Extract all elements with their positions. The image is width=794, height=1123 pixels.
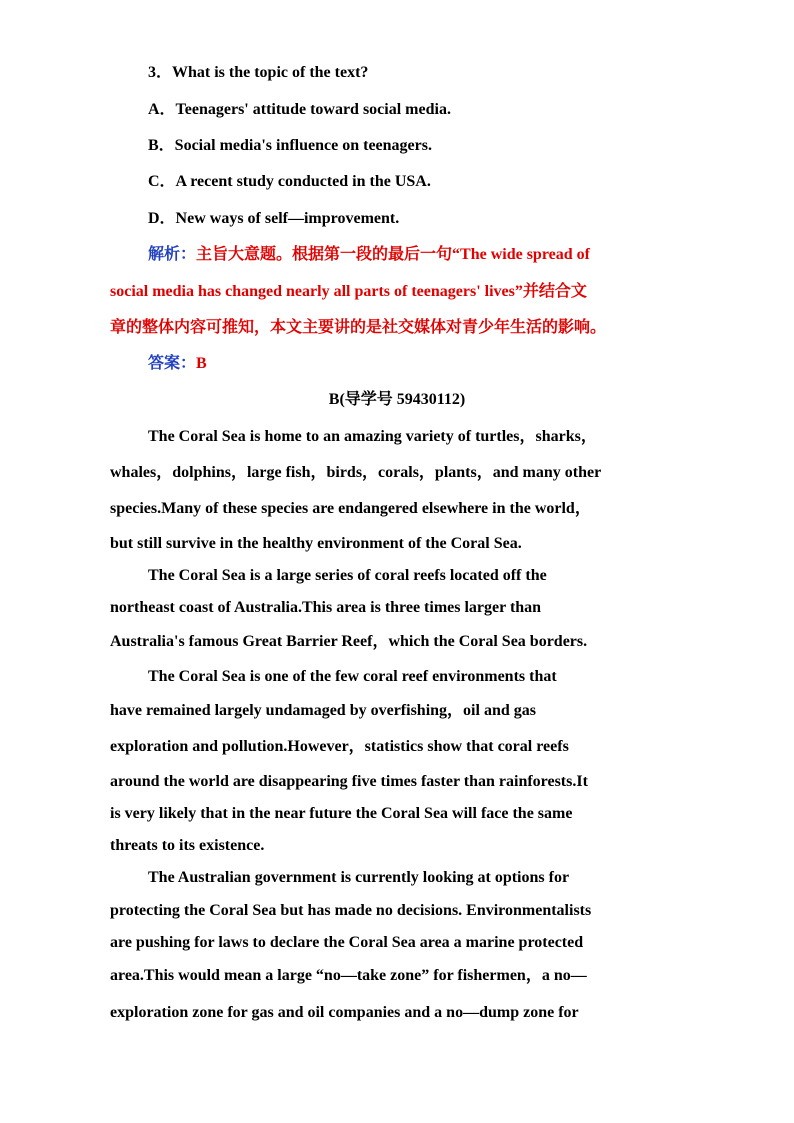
passage-line: have remained largely undamaged by overfishing，oil and gas <box>110 702 536 719</box>
passage-line: exploration and pollution.However，statistics show that coral reefs <box>110 738 569 755</box>
passage-line: The Coral Sea is home to an amazing variety of turtles，sharks， <box>148 428 597 445</box>
option-c: C．A recent study conducted in the USA. <box>148 173 431 190</box>
option-d: D．New ways of self—improvement. <box>148 210 400 227</box>
option-b: B．Social media's influence on teenagers. <box>148 137 432 154</box>
section-heading: B(导学号 59430112) <box>328 391 466 408</box>
answer-line <box>148 354 207 374</box>
analysis-line-1 <box>148 245 590 265</box>
passage-line: Australia's famous Great Barrier Reef，which the Coral Sea borders. <box>110 633 588 650</box>
passage-line: is very likely that in the near future the Coral Sea will face the same <box>110 805 573 822</box>
passage-line: northeast coast of Australia.This area is three times larger than <box>110 599 542 616</box>
option-a: A．Teenagers' attitude toward social media. <box>148 101 451 118</box>
passage-line: protecting the Coral Sea but has made no decisions. Environmentalists <box>110 902 592 919</box>
analysis-line-2: social media has changed nearly all parts of teenagers' lives”并结合文 <box>110 283 587 300</box>
answer-label: 答案： <box>148 355 197 372</box>
passage-line: threats to its existence. <box>110 837 265 854</box>
passage-line: species.Many of these species are endangered elsewhere in the world， <box>110 500 591 517</box>
passage-line: The Coral Sea is a large series of coral reefs located off the <box>148 567 547 584</box>
passage-line: area.This would mean a large “no—take zone” for fishermen，a no— <box>110 967 587 984</box>
passage-line: The Coral Sea is one of the few coral reef environments that <box>148 668 557 685</box>
passage-line: are pushing for laws to declare the Coral Sea area a marine protected <box>110 934 584 951</box>
analysis-line-3: 章的整体内容可推知，本文主要讲的是社交媒体对青少年生活的影响。 <box>110 319 607 336</box>
question-number: 3．What is the topic of the text? <box>148 64 369 81</box>
analysis-label: 解析： <box>148 246 197 263</box>
passage-line: whales，dolphins，large fish，birds，corals，plants，and many other <box>110 464 602 481</box>
passage-line: around the world are disappearing five times faster than rainforests.It <box>110 773 588 790</box>
passage-line: The Australian government is currently looking at options for <box>148 869 570 886</box>
passage-line: exploration zone for gas and oil companies and a no—dump zone for <box>110 1004 579 1021</box>
passage-line: but still survive in the healthy environment of the Coral Sea. <box>110 535 522 552</box>
analysis-text: 主旨大意题。根据第一段的最后一句“The wide spread of <box>196 246 590 263</box>
answer-value: B <box>196 355 207 372</box>
